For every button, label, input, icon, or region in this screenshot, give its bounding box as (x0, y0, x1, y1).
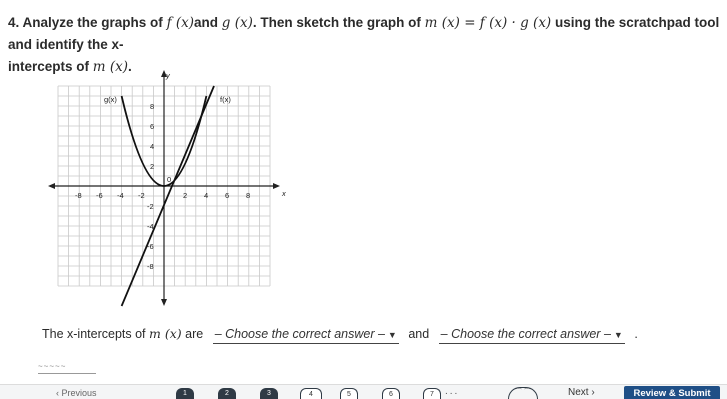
math-fx: f (x) (166, 15, 194, 31)
y-tick: 8 (150, 102, 155, 111)
x-tick: -4 (117, 191, 124, 200)
question-nav-2[interactable]: 2 (218, 388, 236, 399)
question-nav-3[interactable]: 3 (260, 388, 278, 399)
x-tick: 8 (246, 191, 251, 200)
g-label: g(x) (104, 95, 117, 104)
y-tick: -2 (147, 202, 154, 211)
x-tick: -2 (138, 191, 145, 200)
x-tick: -6 (96, 191, 103, 200)
x-tick: 2 (183, 191, 188, 200)
f-label: f(x) (220, 95, 231, 104)
function-graph (44, 68, 294, 308)
x-axis-arrow-left-icon (48, 183, 55, 189)
overview-button[interactable]: ⌒ ⌒ (508, 387, 538, 399)
chevron-down-icon: ▼ (387, 330, 397, 340)
previous-button[interactable]: ‹ Previous (56, 388, 97, 398)
x-tick: -8 (75, 191, 82, 200)
x-axis-arrow-icon (273, 183, 280, 189)
x-tick: 0 (167, 175, 172, 184)
next-button[interactable]: Next › (568, 387, 595, 398)
y-tick: 4 (150, 142, 155, 151)
question-number: 4. (8, 15, 20, 30)
math-gx: g (x) (221, 15, 253, 31)
y-axis-label: y (166, 71, 170, 80)
question-nav-5[interactable]: 5 (340, 388, 358, 399)
chevron-down-icon: ▼ (613, 330, 623, 340)
axes (50, 72, 278, 304)
y-tick: -8 (147, 262, 154, 271)
review-submit-button[interactable]: Review & Submit (624, 386, 720, 399)
x-tick: 4 (204, 191, 209, 200)
question-text: 4. Analyze the graphs of f (x)and g (x). Then sketch the graph of m (x) = f (x) · g (x) using the scratchpad tool and identify the x- intercepts of m (x). (8, 15, 720, 75)
y-tick: 2 (150, 162, 155, 171)
answer-line: The x-intercepts of m (x) are – Choose the correct answer – ▼ and – Choose the correct answer – ▼ . (42, 326, 682, 344)
question-nav-6[interactable]: 6 (382, 388, 400, 399)
question-nav-7[interactable]: 7 (423, 388, 441, 399)
question-nav-4[interactable]: 4 (300, 388, 322, 399)
y-axis-arrow-down-icon (161, 299, 167, 306)
question-nav-1[interactable]: 1 (176, 388, 194, 399)
x-tick: 6 (225, 191, 230, 200)
y-tick: 6 (150, 122, 155, 131)
answer-dropdown-1[interactable]: – Choose the correct answer – ▼ (213, 327, 399, 344)
y-tick: -4 (147, 222, 154, 231)
y-tick: -6 (147, 242, 154, 251)
math-mx-definition: m (x) = f (x) · g (x) (424, 15, 552, 31)
math-mx: m (x) (92, 59, 129, 75)
navigation-footer (0, 384, 727, 399)
x-axis-label: x (282, 189, 286, 198)
more-questions[interactable]: ... (445, 386, 460, 397)
answer-dropdown-2[interactable]: – Choose the correct answer – ▼ (439, 327, 625, 344)
graph-svg (44, 68, 294, 308)
scratchpad-tool[interactable]: ~~~~~ (38, 362, 96, 374)
